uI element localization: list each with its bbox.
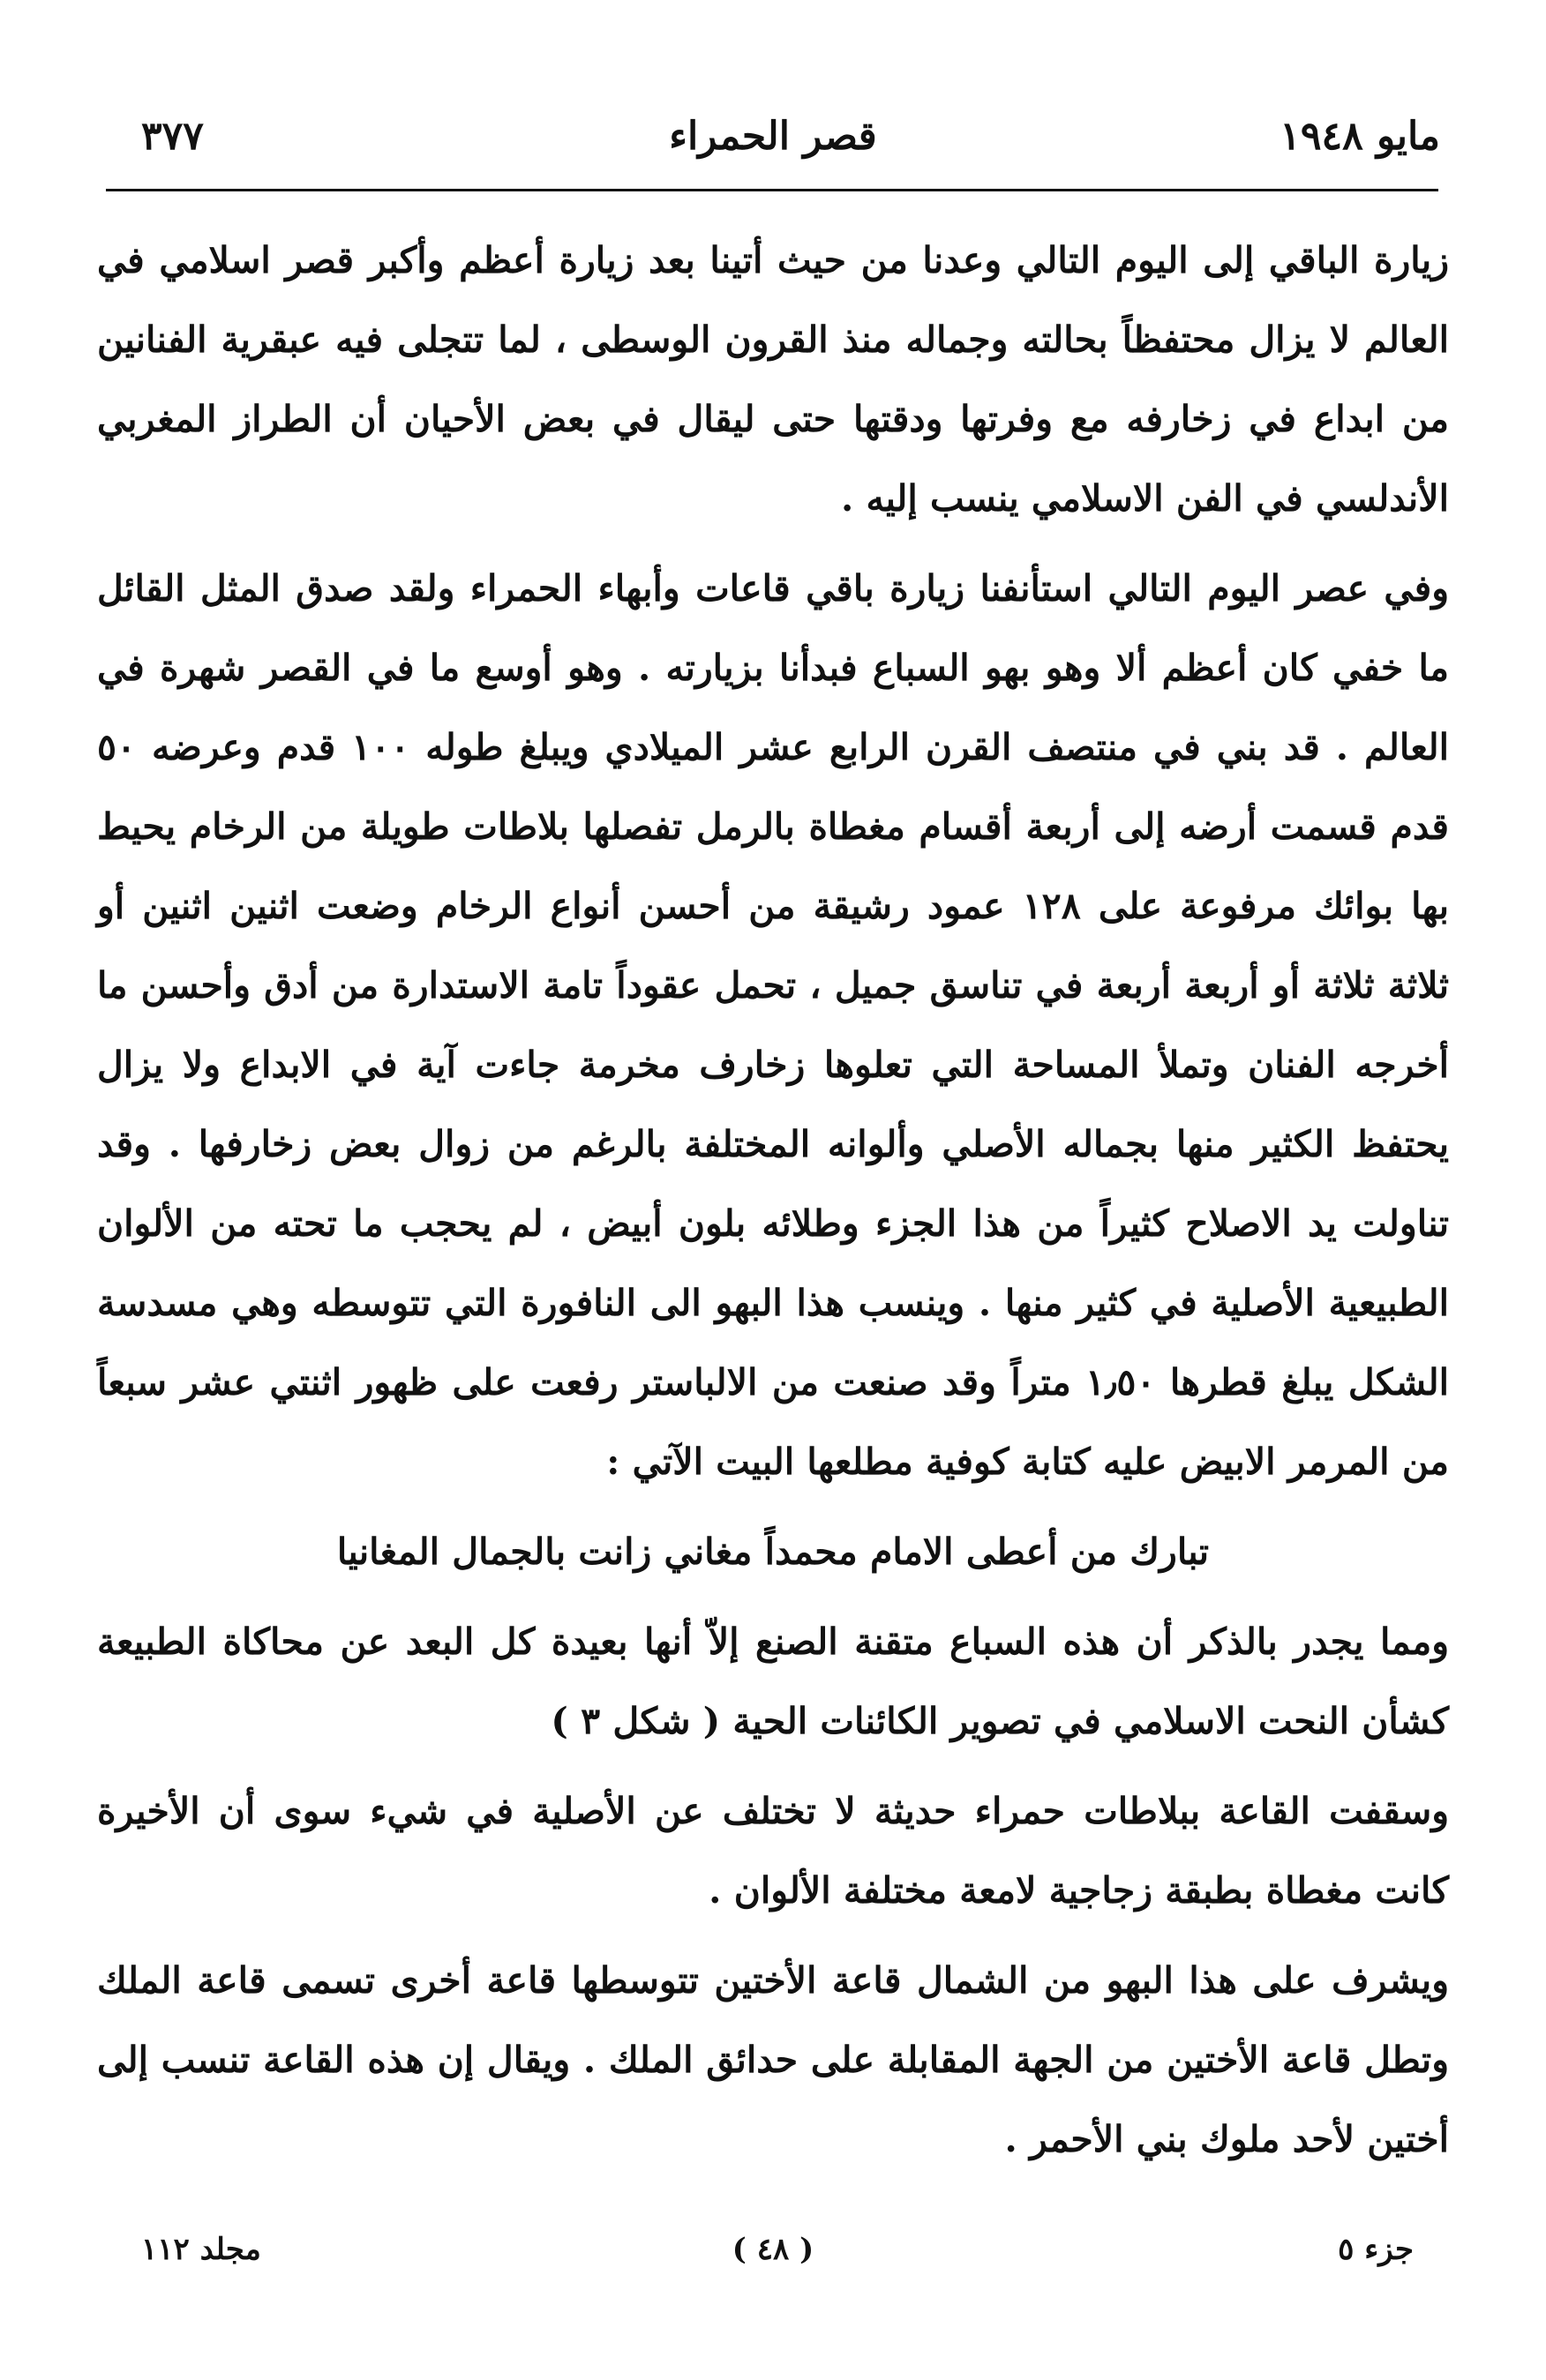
paragraph-3: ومما يجدر بالذكر أن هذه السباع متقنة الصنع إلاّ أنها بعيدة كل البعد عن محاكاة الطبيعة كشأن النحت الاسلامي في تصوير الكائنات الحية ( شكل ٣ ) [97, 1620, 1449, 1742]
verse-line: تبارك من أعطى الامام محمداً مغاني زانت بالجمال المغانيا [336, 1531, 1210, 1573]
footer-part: جزء ٥ [1338, 2232, 1414, 2267]
paragraph-2: وفي عصر اليوم التالي استأنفنا زيارة باقي قاعات وأبهاء الحمراء ولقد صدق المثل القائل ما خفي كان أعظم ألا وهو بهو السباع فبدأنا بزيارته . وهو أوسع ما في القصر شهرة في العالم . قد بني في منتصف القرن الرابع عشر الميلادي ويبلغ طوله ١٠٠ قدم وعرضه ٥٠ قدم قسمت أرضه إلى أربعة أقسام مغطاة بالرمل تفصلها بلاطات طويلة من الرخام يحيط بها بوائك مرفوعة على ١٢٨ عمود رشيقة من أحسن أنواع الرخام وضعت اثنين اثنين أو ثلاثة ثلاثة أو أربعة أربعة في تناسق جميل ، تحمل عقوداً تامة الاستدارة من أدق وأحسن ما أخرجه الفنان وتملأ المساحة التي تعلوها زخارف مخرمة جاءت آية في الابداع ولا يزال يحتفظ الكثير منها بجماله الأصلي وألوانه المختلفة بالرغم من زوال بعض زخارفها . وقد تناولت يد الاصلاح كثيراً من هذا الجزء وطلائه بلون أبيض ، لم يحجب ما تحته من الألوان الطبيعية الأصلية في كثير منها . وينسب هذا البهو الى النافورة التي تتوسطه وهي مسدسة الشكل يبلغ قطرها ١٫٥٠ متراً وقد صنعت من الالباستر رفعت على ظهور اثنتي عشر سبعاً من المرمر الابيض عليه كتابة كوفية مطلعها البيت الآتي : [97, 567, 1449, 1483]
running-title: قصر الحمراء [669, 114, 877, 159]
article-body [97, 221, 1449, 2189]
paragraph-5: ويشرف على هذا البهو من الشمال قاعة الأختين تتوسطها قاعة أخرى تسمى قاعة الملك وتطل قاعة الأختين من الجهة المقابلة على حدائق الملك . ويقال إن هذه القاعة تنسب إلى أختين لأحد ملوك بني الأحمر . [97, 1959, 1449, 2160]
page-number: ٣٧٧ [141, 114, 204, 159]
paragraph-1: زيارة الباقي إلى اليوم التالي وعدنا من حيث أتينا بعد زيارة أعظم وأكبر قصر اسلامي في العالم لا يزال محتفظاً بحالته وجماله منذ القرون الوسطى ، لما تتجلى فيه عبقرية الفنانين من ابداع في زخارفه مع وفرتها ودقتها حتى ليقال في بعض الأحيان أن الطراز المغربي الأندلسي في الفن الاسلامي ينسب إليه . [97, 239, 1449, 520]
footer-page-label: ( ٤٨ ) [732, 2232, 814, 2267]
issue-date: مايو ١٩٤٨ [1280, 114, 1440, 159]
paragraph-4: وسقفت القاعة ببلاطات حمراء حديثة لا تختلف عن الأصلية في شيء سوى أن الأخيرة كانت مغطاة بطبقة زجاجية لامعة مختلفة الألوان . [97, 1790, 1449, 1912]
page-header [106, 106, 1440, 168]
header-rule [106, 189, 1438, 191]
page-footer [106, 2223, 1440, 2276]
footer-volume: مجلد ١١٢ [141, 2232, 261, 2267]
